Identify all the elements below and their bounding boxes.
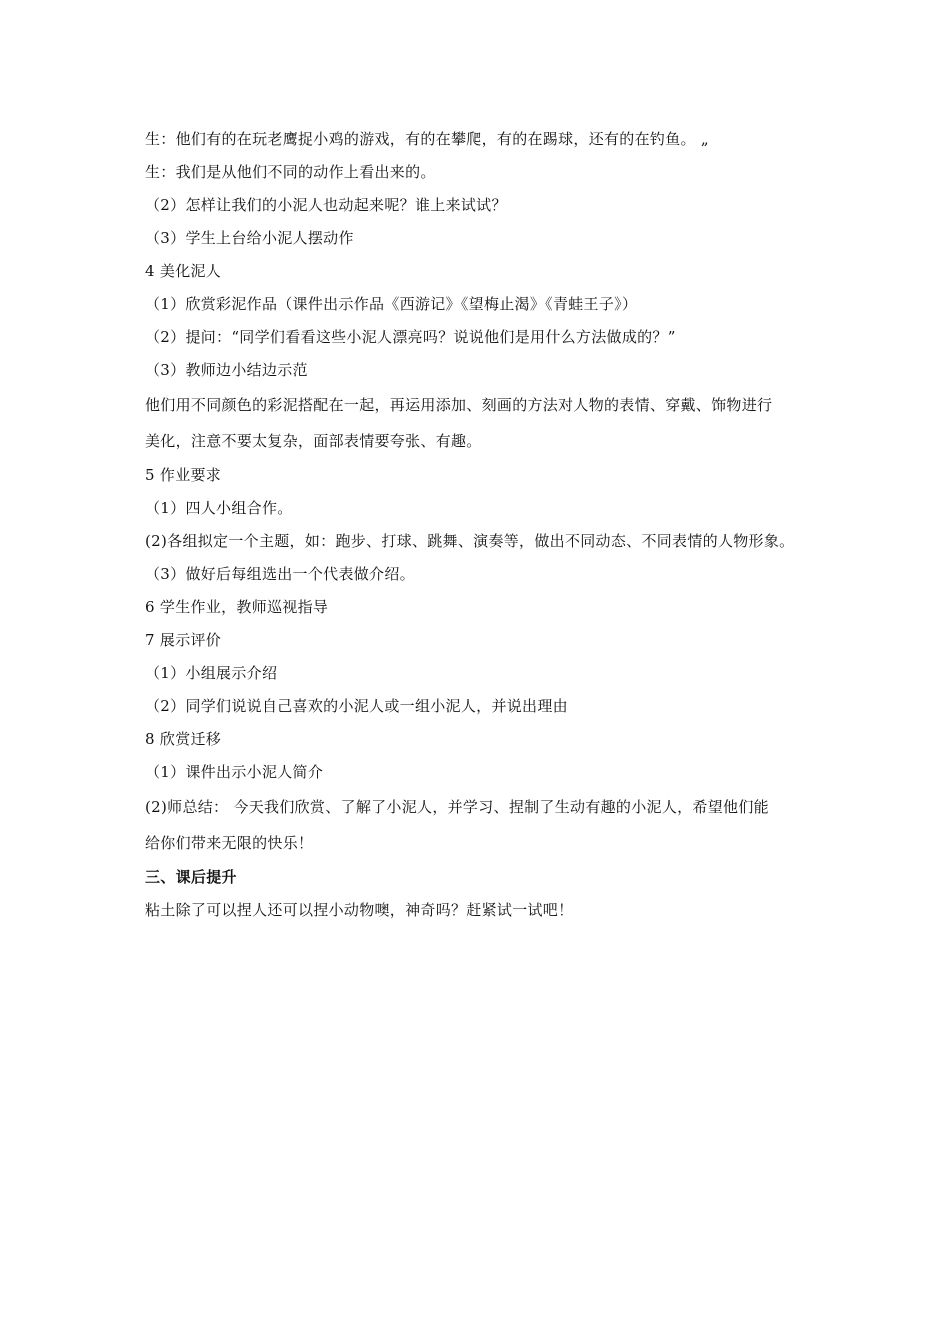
step-group-show: （1）小组展示介绍 <box>145 664 278 682</box>
student-answer-games: 生：他们有的在玩老鹰捉小鸡的游戏，有的在攀爬，有的在踢球，还有的在钓鱼。 „ <box>145 130 709 148</box>
section-heading-after-class: 三、课后提升 <box>145 868 237 886</box>
paragraph-decorate-line-2: 美化，注意不要太复杂，面部表情要夸张、有趣。 <box>145 432 482 450</box>
paragraph-decorate-line-1: 他们用不同颜色的彩泥搭配在一起，再运用添加、刻画的方法对人物的表情、穿戴、饰物进行 <box>145 396 773 414</box>
step-group-work: （1）四人小组合作。 <box>145 499 293 517</box>
step-courseware-intro: （1）课件出示小泥人简介 <box>145 763 324 781</box>
step-choose-theme: (2)各组拟定一个主题，如：跑步、打球、跳舞、演奏等，做出不同动态、不同表情的人物形象。 <box>145 532 795 550</box>
step-appreciate-works: （1）欣赏彩泥作品（课件出示作品《西游记》《望梅止渴》《青蛙王子》） <box>145 295 638 313</box>
paragraph-summary-line-1: (2)师总结： 今天我们欣赏、了解了小泥人，并学习、捏制了生动有趣的小泥人，希望他们能 <box>145 798 769 816</box>
section-heading-7: 7 展示评价 <box>145 631 222 649</box>
section-heading-5: 5 作业要求 <box>145 466 222 484</box>
section-heading-8: 8 欣赏迁移 <box>145 730 222 748</box>
step-representative: （3）做好后每组选出一个代表做介绍。 <box>145 565 415 583</box>
step-pose-figures: （3）学生上台给小泥人摆动作 <box>145 229 354 247</box>
paragraph-after-class: 粘土除了可以捏人还可以捏小动物噢，神奇吗？赶紧试一试吧！ <box>145 901 574 919</box>
step-question-move: （2）怎样让我们的小泥人也动起来呢？谁上来试试？ <box>145 196 507 214</box>
student-answer-actions: 生：我们是从他们不同的动作上看出来的。 <box>145 163 436 181</box>
step-ask-question: （2）提问：“同学们看看这些小泥人漂亮吗？说说他们是用什么方法做成的？” <box>145 328 676 346</box>
document-page <box>145 123 825 927</box>
section-heading-6: 6 学生作业，教师巡视指导 <box>145 598 329 616</box>
section-heading-4: 4 美化泥人 <box>145 262 222 280</box>
paragraph-summary-line-2: 给你们带来无限的快乐！ <box>145 834 314 852</box>
step-teacher-demo: （3）教师边小结边示范 <box>145 361 308 379</box>
step-favorite-figure: （2）同学们说说自己喜欢的小泥人或一组小泥人，并说出理由 <box>145 697 568 715</box>
